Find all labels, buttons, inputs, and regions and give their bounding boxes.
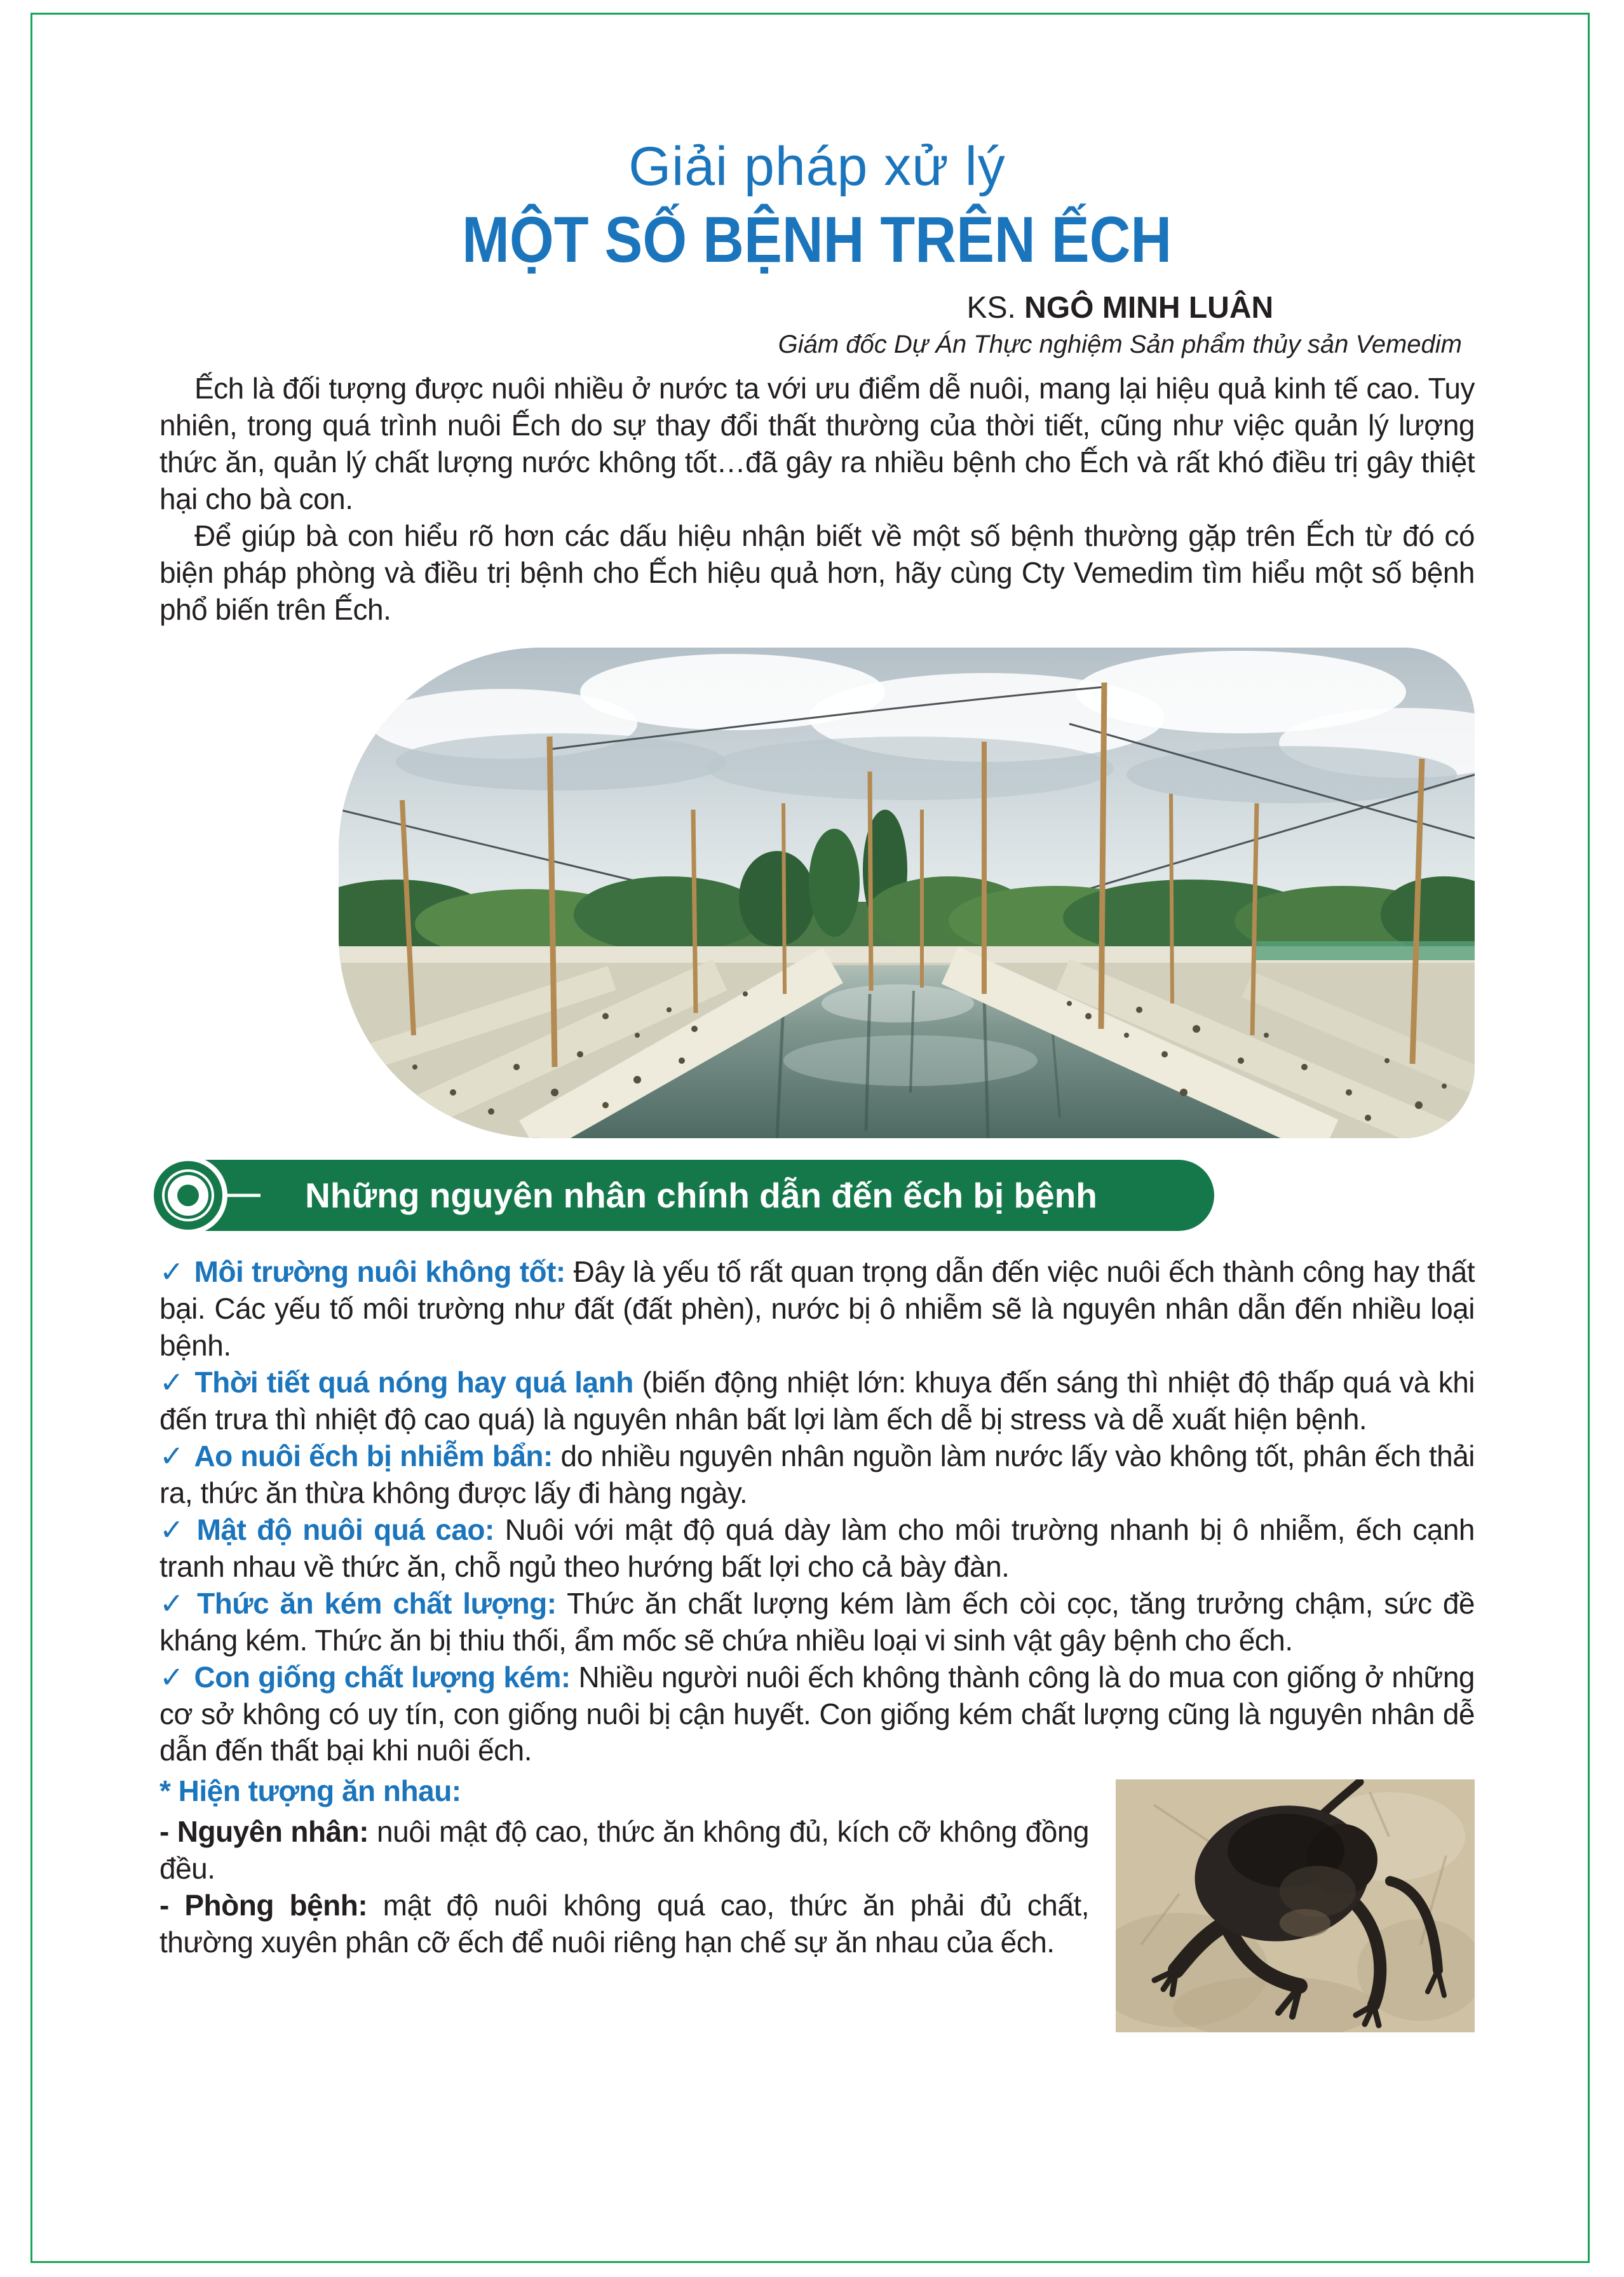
check-icon: ✓: [159, 1660, 184, 1694]
cause-text: (biến động nhiệt lớn: khuya đến sáng thì nhiệt độ thấp quá và khi đến trưa thì nhiệt độ cao quá) là nguyên nhân bất lợi làm ếch dễ bị stress và dễ xuất hiện bệnh.: [159, 1365, 1475, 1436]
author-name: NGÔ MINH LUÂN: [1024, 290, 1274, 325]
bullseye-target-icon: [147, 1155, 229, 1236]
cause-text: Đây là yếu tố rất quan trọng dẫn đến việc nuôi ếch thành công hay thất bại. Các yếu tố môi trường như đất (đất phèn), nước bị ô nhiễm sẽ là nguyên nhân dẫn đến nhiều loại bệnh.: [159, 1255, 1475, 1362]
article-subtitle: Giải pháp xử lý: [628, 136, 1006, 197]
banner-dash-divider: [226, 1194, 261, 1197]
cause-item: [159, 1586, 1475, 1659]
section-banner: [188, 1160, 1214, 1231]
cause-label: Môi trường nuôi không tốt:: [194, 1255, 565, 1289]
intro-paragraph-1: Ếch là đối tượng được nuôi nhiều ở nước ta với ưu điểm dễ nuôi, mang lại hiệu quả kinh tế cao. Tuy nhiên, trong quá trình nuôi Ếch do sự thay đổi thất thường của thời tiết, cũng như việc quản lý lượng thức ăn, quản lý chất lượng nước không tốt…đã gây ra nhiều bệnh cho Ếch và rất khó điều trị gây thiệt hại cho bà con.: [159, 372, 1475, 516]
page-title-text: MỘT SỐ BỆNH TRÊN ẾCH: [462, 203, 1172, 276]
page-title: [159, 203, 1475, 276]
cause-text: Nhiều người nuôi ếch không thành công là do mua con giống ở những cơ sở không có uy tín, con giống nuôi bị cận huyết. Con giống kém chất lượng cũng là nguyên nhân dễ dẫn đến thất bại khi nuôi ếch.: [159, 1660, 1475, 1767]
cause-label: Mật độ nuôi quá cao:: [196, 1512, 494, 1546]
cause-list: [159, 1254, 1475, 1769]
cause-item: [159, 1659, 1475, 1770]
cause-label: Con giống chất lượng kém:: [194, 1660, 571, 1694]
prevention-body: mật độ nuôi không quá cao, thức ăn phải đủ chất, thường xuyên phân cỡ ếch để nuôi riêng hạn chế sự ăn nhau của ếch.: [159, 1889, 1089, 1959]
pond-photo-illustration: [339, 648, 1475, 1138]
frog-photo-illustration: [1116, 1779, 1475, 2032]
cause-label: Ao nuôi ếch bị nhiễm bẩn:: [194, 1439, 553, 1472]
intro-paragraphs: [159, 370, 1475, 629]
author-prefix: KS.: [966, 290, 1025, 325]
check-icon: ✓: [159, 1512, 187, 1546]
cause-label-bold: - Nguyên nhân:: [159, 1815, 369, 1849]
cause-label: Thời tiết quá nóng hay quá lạnh: [194, 1365, 633, 1399]
prevention-label-bold: - Phòng bệnh:: [159, 1889, 368, 1922]
check-icon: ✓: [159, 1439, 184, 1472]
cause-item: [159, 1512, 1475, 1586]
section-heading: Những nguyên nhân chính dẫn đến ếch bị bệnh: [305, 1176, 1097, 1216]
cannibalism-section: [159, 1773, 1475, 1961]
check-icon: ✓: [159, 1255, 184, 1289]
cause-item: [159, 1364, 1475, 1438]
cause-label: Thức ăn kém chất lượng:: [197, 1586, 557, 1620]
cannibalism-heading: * Hiện tượng ăn nhau:: [159, 1774, 461, 1808]
section-banner-pill: [188, 1160, 1214, 1231]
cause-body: nuôi mật độ cao, thức ăn không đủ, kích cỡ không đồng đều.: [159, 1815, 1089, 1886]
author-block: [778, 290, 1462, 361]
author-name-line: [778, 290, 1462, 327]
check-icon: ✓: [159, 1586, 187, 1620]
cause-text: Thức ăn chất lượng kém làm ếch còi cọc, tăng trưởng chậm, sức đề kháng kém. Thức ăn bị thiu thối, ẩm mốc sẽ chứa nhiều loại vi sinh vật gây bệnh cho ếch.: [159, 1586, 1475, 1657]
intro-paragraph-2: Để giúp bà con hiểu rõ hơn các dấu hiệu nhận biết về một số bệnh thường gặp trên Ếch từ đó có biện pháp phòng và điều trị bệnh cho Ếch hiệu quả hơn, hãy cùng Cty Vemedim tìm hiểu một số bệnh phổ biến trên Ếch.: [159, 519, 1475, 627]
author-role: Giám đốc Dự Án Thực nghiệm Sản phẩm thủy sản Vemedim: [778, 330, 1462, 359]
cause-text: do nhiều nguyên nhân nguồn làm nước lấy vào không tốt, phân ếch thải ra, thức ăn thừa không được lấy đi hàng ngày.: [159, 1439, 1475, 1509]
cause-text: Nuôi với mật độ quá dày làm cho môi trường nhanh bị ô nhiễm, ếch cạnh tranh nhau về thức ăn, chỗ ngủ theo hướng bất lợi cho cả bày đàn.: [159, 1512, 1475, 1583]
cause-item: [159, 1254, 1475, 1364]
cause-item: [159, 1438, 1475, 1512]
article-page: [159, 15, 1475, 2040]
frog-photo: [1116, 1779, 1475, 2032]
pond-photo: [339, 648, 1475, 1138]
check-icon: ✓: [159, 1365, 185, 1399]
